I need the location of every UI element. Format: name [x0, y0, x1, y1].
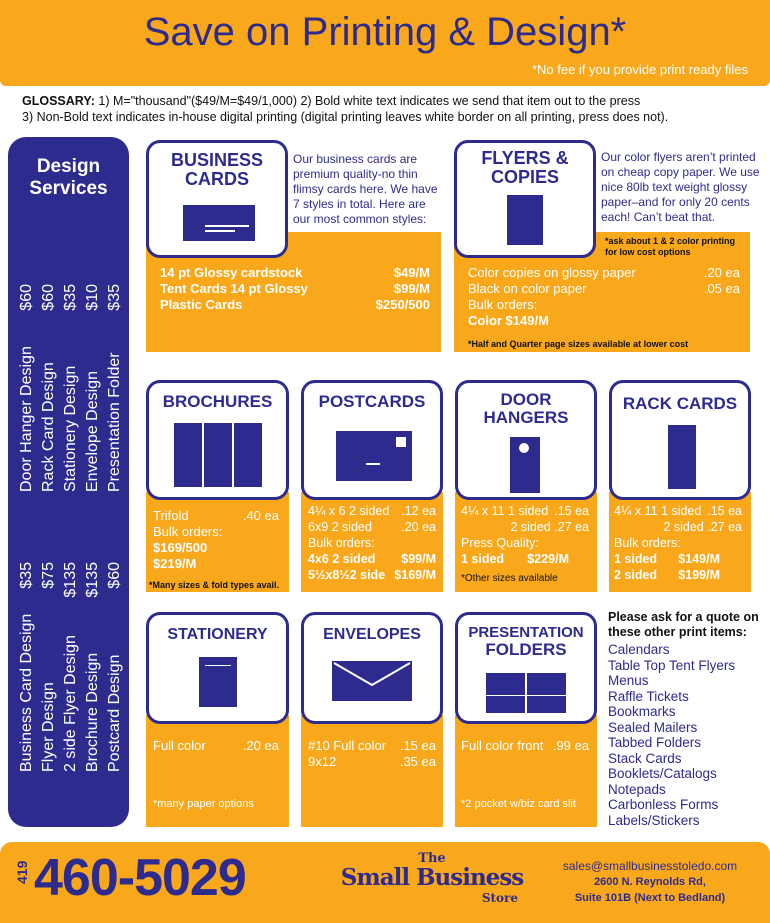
price-value: $99/M [393, 281, 430, 296]
design-item-price: $135 [84, 562, 101, 598]
quote-heading [608, 610, 759, 640]
quote-item: Menus [608, 673, 649, 688]
design-item-name: Flyer Design [40, 682, 57, 772]
envelopes-title: ENVELOPES [323, 626, 421, 643]
glossary-line-2: 3) Non-Bold text indicates in-house digital printing (digital printing leaves white border on all printing, press does not). [22, 110, 669, 124]
design-item [103, 284, 127, 492]
store-logo [336, 852, 528, 905]
price-value: $99/M [401, 552, 436, 566]
postcards-card [301, 380, 443, 500]
quote-item: Notepads [608, 781, 666, 797]
price-row [308, 567, 436, 583]
price-row [468, 265, 740, 281]
flyers-title [457, 149, 593, 187]
header-note: *No fee if you provide print ready files [531, 62, 748, 77]
quote-item: Table Top Tent Flyers [608, 657, 736, 673]
brochures-note: *Many sizes & fold types avail. [149, 580, 280, 590]
title-line: HANGERS [483, 407, 569, 427]
press-quality-label: Press Quality: [461, 536, 539, 550]
business-card-icon [183, 205, 255, 241]
price-value: .20 ea [401, 520, 436, 534]
price-value: $229/M [527, 552, 569, 566]
price-label: 1 sided [614, 552, 658, 566]
price-row [461, 551, 569, 567]
flyer-icon [507, 195, 543, 245]
business-cards-title [149, 151, 285, 189]
design-item [59, 562, 83, 772]
design-item-price: $135 [62, 562, 79, 598]
price-label: Trifold [153, 508, 189, 523]
phone-number: 460-5029 [34, 849, 246, 907]
design-item [103, 562, 127, 772]
design-item-price: $60 [106, 562, 123, 589]
quote-item: Raffle Tickets [608, 688, 689, 704]
price-value: .35 ea [399, 754, 436, 769]
price-value: $199/M [678, 568, 720, 582]
price-row [308, 738, 436, 754]
brochures-prices [153, 508, 279, 572]
price-value: .05 ea [703, 281, 740, 296]
rack-cards-card [609, 380, 751, 500]
design-item-price: $35 [62, 284, 79, 311]
design-item-name: Rack Card Design [40, 362, 57, 492]
price-value: .20 ea [242, 738, 279, 753]
design-item [37, 562, 61, 772]
price-row [153, 738, 279, 754]
glossary-text-1: 1) M="thousand"($49/M=$49/1,000) 2) Bold white text indicates we send that item out to the press [98, 94, 641, 108]
flyers-ask-note [605, 236, 735, 258]
price-row [308, 503, 436, 519]
bulk-label: Bulk orders: [468, 297, 538, 312]
price-label: 9x12 [308, 754, 337, 769]
price-label: 6x9 2 sided [308, 520, 372, 534]
glossary-label: GLOSSARY: [22, 94, 95, 108]
bulk-label: Bulk orders: [614, 536, 681, 550]
price-row [614, 567, 720, 583]
price-row [160, 297, 430, 313]
brochures-title: BROCHURES [162, 392, 273, 411]
price-label: 5½x8½2 side [308, 568, 386, 582]
page-title: Save on Printing & Design* [143, 10, 627, 54]
price-row [461, 503, 589, 519]
design-item-price: $60 [40, 284, 57, 311]
quote-item: Calendars [608, 642, 670, 657]
door-hangers-prices [461, 503, 589, 567]
title-line: FOLDERS [485, 639, 567, 659]
logo-main: Small Business [340, 864, 524, 891]
quote-item: Bookmarks [608, 704, 676, 719]
design-item-name: Envelope Design [84, 371, 101, 492]
price-value: $250/500 [375, 297, 430, 312]
door-hangers-note: *Other sizes available [461, 573, 558, 584]
email-link[interactable]: sales@smallbusinesstoledo.com [562, 859, 738, 873]
price-line: 2 sided .27 ea [510, 520, 589, 534]
price-row [614, 551, 720, 567]
quote-item: Carbonless Forms [608, 797, 719, 812]
quote-item: Sealed Mailers [608, 719, 698, 735]
brochure-icon [174, 423, 262, 487]
bulk-label: Bulk orders: [308, 536, 375, 550]
price-value: .12 ea [401, 504, 436, 518]
price-row [153, 508, 279, 524]
price-label: Black on color paper [468, 281, 587, 296]
desc-line: Our business cards are [293, 152, 418, 166]
title-line: CARDS [184, 168, 249, 189]
folders-note: *2 pocket w/biz card slit [461, 798, 576, 810]
stationery-icon [199, 657, 237, 707]
price-label: 2 sided [614, 568, 658, 582]
flyers-card [454, 140, 596, 258]
sidebar-title-line-1: Design [36, 156, 101, 177]
price-value: .40 ea [242, 508, 279, 523]
price-label: Tent Cards 14 pt Glossy [160, 281, 308, 296]
design-item-name: Postcard Design [106, 654, 123, 772]
price-row [308, 519, 436, 535]
desc-line: premium quality-no thin [293, 167, 418, 181]
envelopes-card [301, 612, 443, 724]
design-item [81, 562, 105, 772]
envelopes-prices [308, 738, 436, 770]
note-line: *ask about 1 & 2 color printing [605, 236, 736, 246]
design-item [15, 562, 39, 772]
quote-heading-line: these other print items: [608, 625, 747, 639]
design-item-price: $60 [18, 284, 35, 311]
quote-item: Tabbed Folders [608, 735, 702, 750]
design-item-price: $75 [40, 562, 57, 589]
price-value: $149/M [678, 552, 720, 566]
price-value: .15 ea [707, 504, 742, 518]
bulk-price: $169/500 [153, 540, 208, 555]
stationery-title: STATIONERY [167, 626, 268, 643]
postcards-prices [308, 503, 436, 583]
price-label: Color copies on glossy paper [468, 265, 636, 280]
quote-item: Booklets/Catalogs [608, 766, 717, 781]
quote-item: Stack Cards [608, 750, 682, 766]
address-line-1: 2600 N. Reynolds Rd, [594, 876, 706, 888]
brochures-card [146, 380, 289, 500]
contact-info [540, 858, 760, 906]
envelope-icon [332, 661, 412, 701]
bulk-price: Color $149/M [468, 313, 549, 328]
bulk-label: Bulk orders: [153, 524, 223, 539]
design-item-price: $35 [18, 562, 35, 589]
desc-line: on cheap copy paper. We use [601, 165, 760, 179]
price-label: 4x6 2 sided [308, 552, 376, 566]
price-value: .15 ea [554, 504, 589, 518]
sidebar-title-line-2: Services [29, 178, 108, 199]
price-label: 14 pt Glossy cardstock [160, 265, 303, 280]
design-item [15, 284, 39, 492]
price-label: Plastic Cards [160, 297, 243, 312]
title-line: DOOR [500, 390, 552, 409]
stationery-card [146, 612, 289, 724]
price-row [308, 754, 436, 770]
design-item [81, 284, 105, 492]
door-hanger-icon [510, 437, 540, 493]
title-line: FLYERS & [481, 148, 569, 168]
folders-prices [461, 738, 589, 754]
price-row [160, 281, 430, 297]
desc-line: Our color flyers aren’t printed [601, 150, 756, 164]
price-row [308, 551, 436, 567]
business-cards-card [146, 140, 288, 258]
area-code: 419 [14, 860, 30, 884]
price-row [468, 281, 740, 297]
logo-store: Store [481, 891, 518, 905]
door-hangers-title [458, 391, 594, 427]
title-line: COPIES [490, 166, 560, 187]
flyers-prices [468, 265, 740, 329]
desc-line: our most common styles: [293, 212, 427, 226]
quote-heading-line: Please ask for a quote on [608, 610, 759, 624]
price-value: $49/M [393, 265, 430, 280]
logo-the: The [418, 851, 446, 866]
price-label: 1 sided [461, 552, 505, 566]
price-row [160, 265, 430, 281]
design-item-price: $10 [84, 284, 101, 311]
design-item-name: Business Card Design [18, 613, 35, 772]
desc-line: each! Can’t beat that. [601, 210, 716, 224]
price-value: .99 ea [552, 738, 589, 753]
stationery-prices [153, 738, 279, 754]
folders-card [455, 612, 597, 724]
note-line: for low cost options [605, 247, 691, 257]
design-item-name: 2 side Flyer Design [62, 635, 79, 772]
price-row [614, 503, 742, 519]
price-label: Full color front [461, 738, 544, 753]
design-item [59, 284, 83, 492]
postcards-title: POSTCARDS [318, 392, 426, 411]
quote-item: Labels/Stickers [608, 812, 700, 828]
flyers-description [601, 150, 760, 225]
design-item [37, 284, 61, 492]
title-line: BUSINESS [170, 150, 264, 170]
door-hangers-card [455, 380, 597, 500]
business-cards-description [293, 152, 438, 227]
folder-icon [486, 673, 566, 713]
desc-line: paper–and for only 20 cents [601, 195, 750, 209]
price-label: 4¼ x 11 1 sided [614, 504, 702, 518]
desc-line: nice 80lb text weight glossy [601, 180, 748, 194]
price-row [461, 738, 589, 754]
design-item-name: Door Hanger Design [18, 346, 35, 492]
price-label: #10 Full color [308, 738, 387, 753]
desc-line: flimsy cards here. We have [293, 182, 438, 196]
folders-title [458, 625, 594, 659]
price-line: 2 sided .27 ea [663, 520, 742, 534]
stationery-note: *many paper options [153, 798, 254, 810]
rack-card-icon [668, 425, 696, 489]
price-value: $169/M [394, 568, 436, 582]
rack-cards-title: RACK CARDS [622, 394, 738, 413]
quote-items-list [608, 642, 735, 828]
price-label: 4¼ x 11 1 sided [461, 504, 549, 518]
flyers-size-note: *Half and Quarter page sizes available at lower cost [468, 339, 689, 349]
price-label: 4¼ x 6 2 sided [308, 504, 390, 518]
envelopes-panel [301, 715, 443, 827]
design-item-name: Stationery Design [62, 365, 79, 492]
postcard-icon [336, 431, 412, 481]
rack-cards-prices [614, 503, 742, 583]
glossary-line-1 [22, 94, 640, 108]
business-cards-prices [160, 265, 430, 313]
price-value: .20 ea [703, 265, 740, 280]
price-value: .15 ea [399, 738, 436, 753]
design-item-price: $35 [106, 284, 123, 311]
bulk-price: $219/M [153, 556, 197, 571]
design-item-name: Presentation Folder [106, 352, 123, 492]
sidebar-title [8, 156, 129, 200]
title-line: PRESENTATION [468, 624, 584, 641]
price-label: Full color [153, 738, 206, 753]
design-item-name: Brochure Design [84, 652, 101, 772]
address-line-2: Suite 101B (Next to Bedland) [574, 892, 726, 904]
desc-line: 7 styles in total. Here are [293, 197, 426, 211]
